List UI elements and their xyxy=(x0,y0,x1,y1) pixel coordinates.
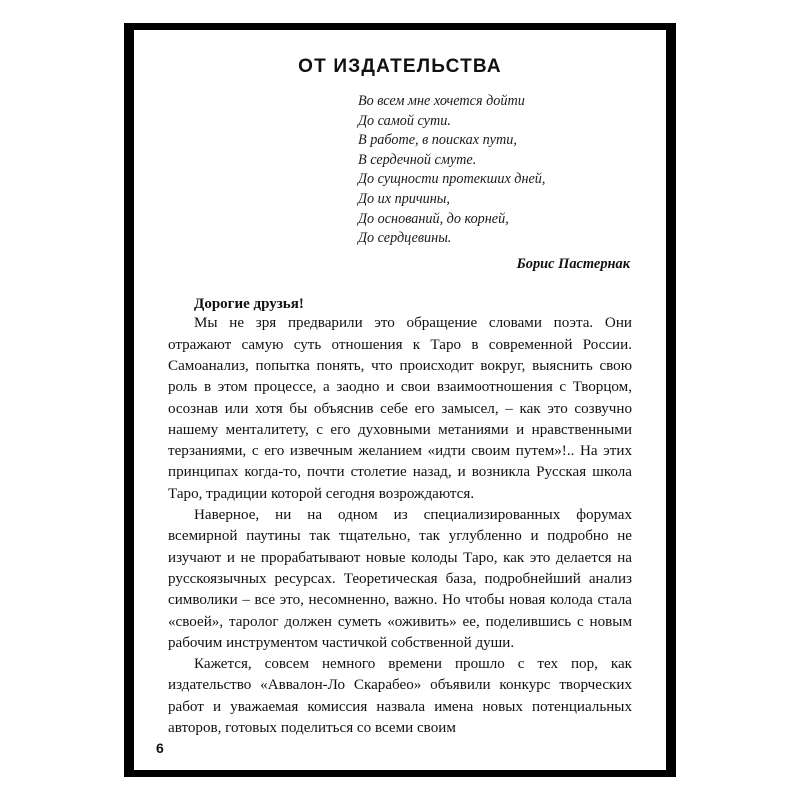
page-title: ОТ ИЗДАТЕЛЬСТВА xyxy=(298,56,502,77)
body-paragraph: Мы не зря предварили это обращение словами поэта. Они отражают самую суть отношения к Таро в современной России. Самоанализ, попытка понять, что происходит вокруг, выяснить свою роль в этом процессе, а заодно и свои взаимоотношения с Творцом, осознав или хотя бы объяснив себе его замысел, – как это созвучно нашему менталитету, с его духовными метаниями и нравственными терзаниями, с его извечным желанием «идти своим путем»!.. На этих принципах когда-то, почти столетие назад, и возникла Русская школа Таро, традиции которой сегодня возрождаются. xyxy=(168,315,632,502)
epigraph-line: Во всем мне хочется дойти xyxy=(358,93,525,109)
body-paragraph: Наверное, ни на одном из специализированных форумах всемирной паутины так тщательно, так углубленно и подробно не изучают и не прорабатывают новые колоды Таро, как это делается на русскоязычных ресурсах. Теоретическая база, подробнейший анализ символики – все это, несомненно, важно. Но чтобы новая колода стала «своей», таролог должен суметь «оживить» ее, поделившись с новым рабочим инструментом частичкой собственной души. xyxy=(168,507,632,651)
epigraph-line: До сердцевины. xyxy=(358,230,452,247)
epigraph-author: Борис Пастернак xyxy=(516,255,630,272)
body-paragraph: Кажется, совсем немного времени прошло с тех пор, как издательство «Аввалон-Ло Скарабео» объявили конкурс творческих работ и уважаемая комиссия назвала имена новых потенциальных авторов, готовых поделиться со всеми своим xyxy=(168,656,632,736)
page-number: 6 xyxy=(156,740,164,756)
page-content-area xyxy=(134,30,666,770)
epigraph-line: В работе, в поисках пути, xyxy=(358,132,517,149)
epigraph-line: До самой сути. xyxy=(358,112,451,129)
greeting-text: Дорогие друзья! xyxy=(194,296,304,313)
epigraph-line: В сердечной смуте. xyxy=(358,151,477,168)
epigraph-line: До сущности протекших дней, xyxy=(358,171,546,188)
epigraph-line: До оснований, до корней, xyxy=(358,210,509,227)
epigraph-block xyxy=(358,92,632,274)
epigraph-line: До их причины, xyxy=(358,190,450,207)
